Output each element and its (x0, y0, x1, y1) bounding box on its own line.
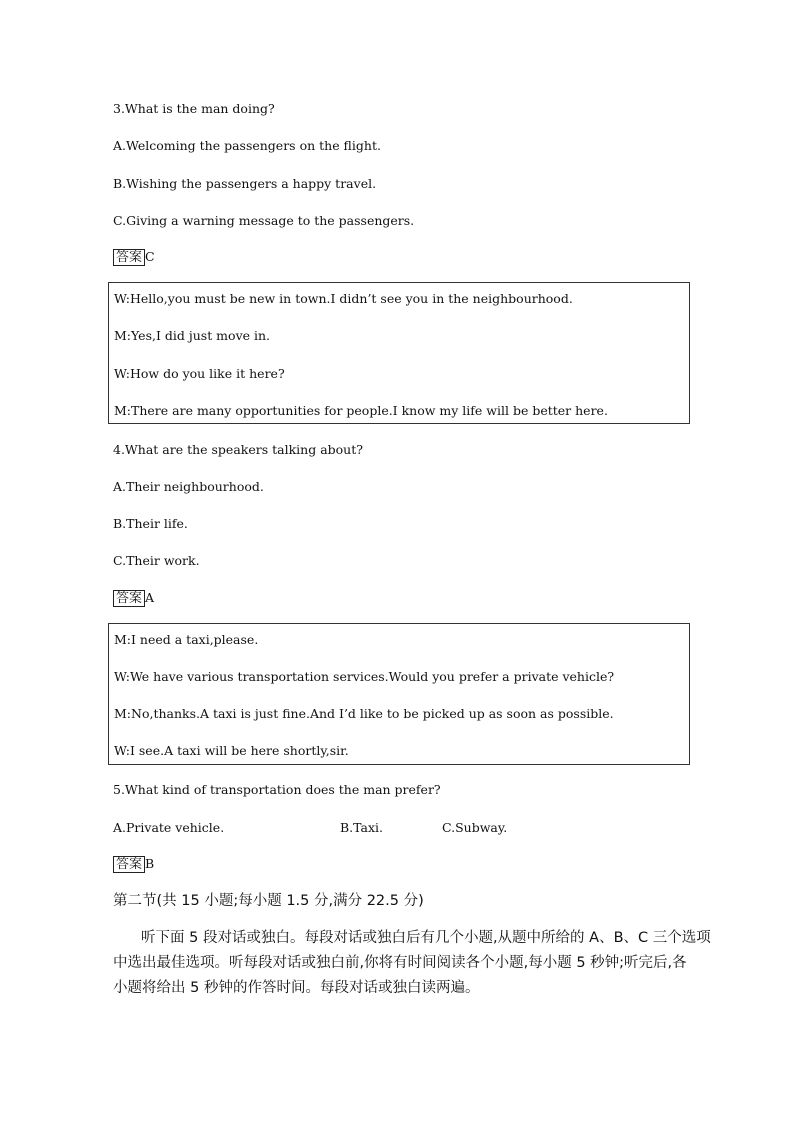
section-heading: 第二节(共 15 小题;每小题 1.5 分,满分 22.5 分) (113, 893, 424, 909)
dialogue-box-4 (108, 282, 690, 424)
instruction-line: 听下面 5 段对话或独白。每段对话或独白后有几个小题,从题中所给的 A、B、C 三个选项 (141, 930, 711, 946)
q4-answer (113, 590, 154, 607)
q4-option-c: C.Their work. (113, 553, 200, 568)
q5-option-b: B.Taxi. (340, 820, 383, 835)
answer-value: B (145, 856, 155, 871)
q5-option-c: C.Subway. (442, 820, 508, 835)
dialogue-line: W:We have various transportation services.Would you prefer a private vehicle? (114, 669, 615, 684)
dialogue-box-5 (108, 623, 690, 765)
question-5: 5.What kind of transportation does the man prefer? (113, 782, 441, 797)
instruction-line: 小题将给出 5 秒钟的作答时间。每段对话或独白读两遍。 (113, 980, 480, 996)
question-3: 3.What is the man doing? (113, 101, 275, 116)
q5-answer (113, 856, 154, 873)
dialogue-line: W:I see.A taxi will be here shortly,sir. (114, 743, 349, 758)
answer-value: A (145, 590, 155, 605)
dialogue-line: M:I need a taxi,please. (114, 632, 259, 647)
dialogue-line: M:No,thanks.A taxi is just fine.And I’d like to be picked up as soon as possible. (114, 706, 614, 721)
answer-label: 答案 (113, 856, 145, 873)
q5-option-a: A.Private vehicle. (113, 820, 225, 835)
q3-option-a: A.Welcoming the passengers on the flight. (113, 138, 381, 153)
dialogue-line: W:How do you like it here? (114, 366, 285, 381)
dialogue-line: W:Hello,you must be new in town.I didn’t see you in the neighbourhood. (114, 291, 573, 306)
dialogue-line: M:Yes,I did just move in. (114, 328, 271, 343)
q4-option-a: A.Their neighbourhood. (113, 479, 264, 494)
q3-option-c: C.Giving a warning message to the passengers. (113, 213, 415, 228)
answer-label: 答案 (113, 590, 145, 607)
q3-option-b: B.Wishing the passengers a happy travel. (113, 176, 377, 191)
q3-answer (113, 249, 155, 266)
instruction-line: 中选出最佳选项。听每段对话或独白前,你将有时间阅读各个小题,每小题 5 秒钟;听完后,各 (113, 955, 687, 971)
q4-option-b: B.Their life. (113, 516, 188, 531)
dialogue-line: M:There are many opportunities for people.I know my life will be better here. (114, 403, 608, 418)
question-4: 4.What are the speakers talking about? (113, 442, 363, 457)
answer-value: C (145, 249, 155, 264)
answer-label: 答案 (113, 249, 145, 266)
